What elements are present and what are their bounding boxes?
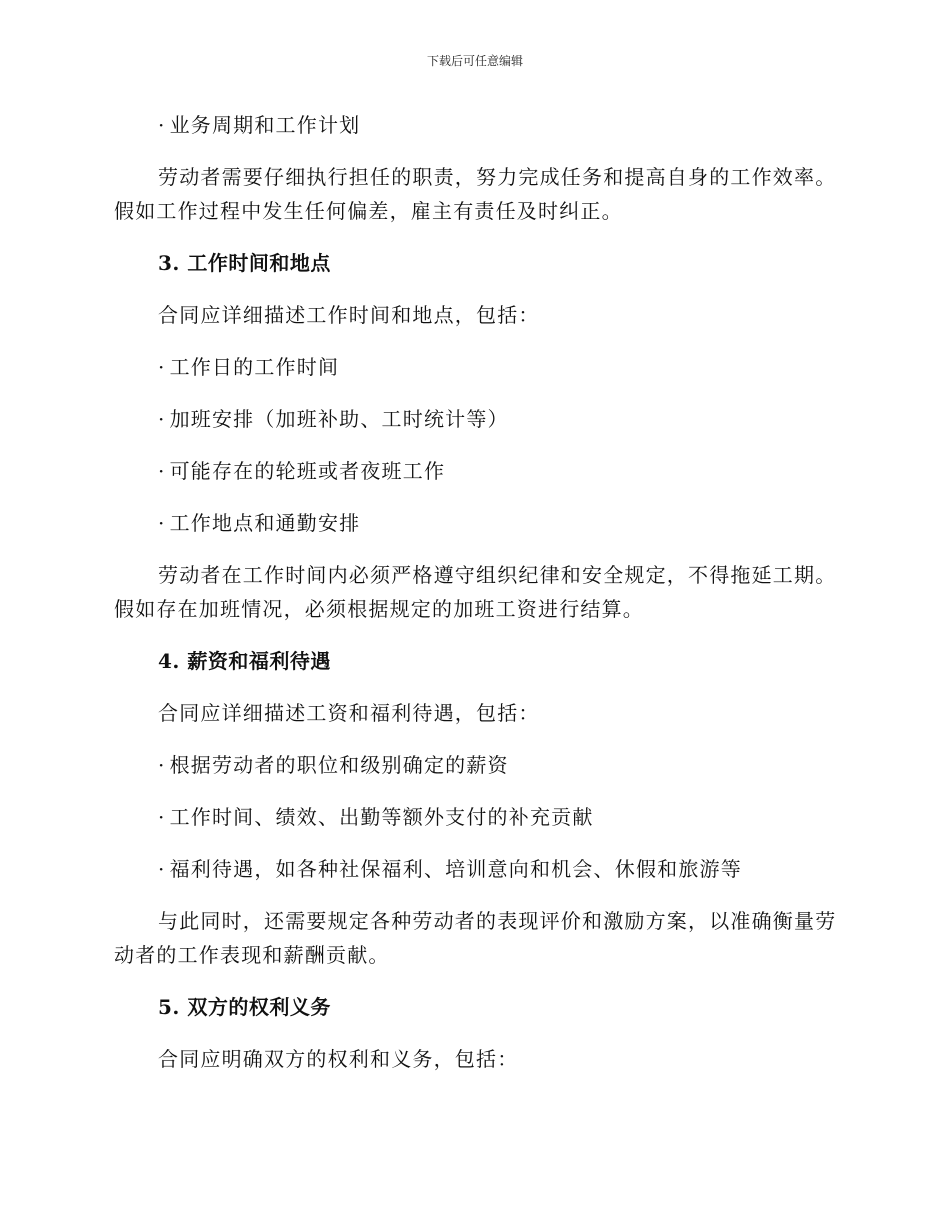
bullet-dot: · xyxy=(158,857,166,881)
bullet-item: · 可能存在的轮班或者夜班工作 xyxy=(158,454,844,488)
bullet-dot: · xyxy=(158,113,166,137)
bullet-dot: · xyxy=(158,805,166,829)
paragraph: 与此同时，还需要规定各种劳动者的表现评价和激励方案，以准确衡量劳动者的工作表现和薪酬贡献。 xyxy=(114,909,837,967)
section-heading: 3. 工作时间和地点 xyxy=(158,251,331,275)
paragraph: 劳动者在工作时间内必须严格遵守组织纪律和安全规定，不得拖延工期。假如存在加班情况，必须根据规定的加班工资进行结算。 xyxy=(114,563,837,621)
paragraph: 劳动者需要仔细执行担任的职责，努力完成任务和提高自身的工作效率。假如工作过程中发生任何偏差，雇主有责任及时纠正。 xyxy=(114,165,837,223)
section-heading: 4. 薪资和福利待遇 xyxy=(158,649,331,673)
bullet-item: · 福利待遇，如各种社保福利、培训意向和机会、休假和旅游等 xyxy=(158,852,844,886)
document-body xyxy=(114,108,844,1094)
bullet-item: · 工作日的工作时间 xyxy=(158,350,844,384)
bullet-dot: · xyxy=(158,511,166,535)
bullet-dot: · xyxy=(158,753,166,777)
bullet-dot: · xyxy=(158,459,166,483)
bullet-item: · 业务周期和工作计划 xyxy=(158,108,844,142)
section-heading: 5. 双方的权利义务 xyxy=(158,995,331,1019)
bullet-dot: · xyxy=(158,355,166,379)
bullet-item: · 加班安排（加班补助、工时统计等） xyxy=(158,402,844,436)
bullet-dot: · xyxy=(158,407,166,431)
section-intro: 合同应详细描述工作时间和地点，包括： xyxy=(158,303,540,327)
section-intro: 合同应详细描述工资和福利待遇，包括： xyxy=(158,701,540,725)
page-header: 下载后可任意编辑 xyxy=(426,54,523,68)
bullet-item: · 工作地点和通勤安排 xyxy=(158,506,844,540)
section-intro: 合同应明确双方的权利和义务，包括： xyxy=(158,1047,519,1071)
bullet-item: · 工作时间、绩效、出勤等额外支付的补充贡献 xyxy=(158,800,844,834)
bullet-item: · 根据劳动者的职位和级别确定的薪资 xyxy=(158,748,844,782)
